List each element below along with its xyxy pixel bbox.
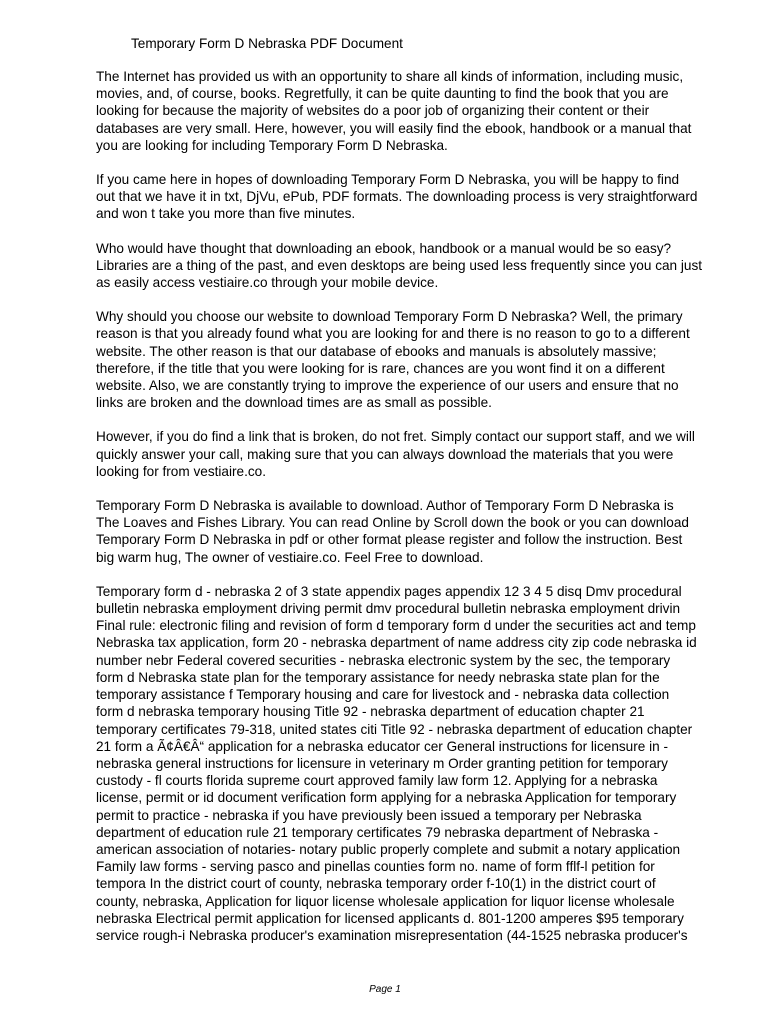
text-line: However, if you do find a link that is broken, do not fret. Simply contact our support staff, and we will: [96, 429, 695, 445]
text-line: quickly answer your call, making sure that you can always download the materials that you were: [96, 446, 674, 462]
text-line: american association of notaries- notary public properly complete and submit a notary application: [96, 841, 681, 857]
text-line: Why should you choose our website to download Temporary Form D Nebraska? Well, the primary: [96, 309, 683, 325]
text-line: license, permit or id document verification form applying for a nebraska Application for temporary: [96, 790, 677, 806]
document-body: [96, 68, 736, 961]
page-number: Page 1: [369, 984, 401, 995]
text-line: permit to practice - nebraska if you have previously been issued a temporary per Nebraska: [96, 807, 642, 823]
text-line: form d nebraska temporary housing Title 92 - nebraska department of education chapter 21: [96, 704, 645, 720]
paragraph-easy-download: [96, 240, 736, 292]
text-line: If you came here in hopes of downloading Temporary Form D Nebraska, you will be happy to find: [96, 172, 680, 188]
text-line: temporary assistance f Temporary housing and care for livestock and - nebraska data collection: [96, 687, 670, 703]
paragraph-related-forms: [96, 583, 736, 944]
text-line: website. The other reason is that our database of ebooks and manuals is absolutely massive;: [96, 343, 657, 359]
paragraph-why-choose: [96, 308, 736, 411]
document-title: Temporary Form D Nebraska PDF Document: [131, 36, 403, 51]
text-line: and won t take you more than five minutes.: [96, 206, 356, 222]
text-line: number nebr Federal covered securities - nebraska electronic system by the sec, the temporary: [96, 652, 671, 668]
text-line: big warm hug, The owner of vestiaire.co. Feel Free to download.: [96, 549, 484, 565]
text-line: you are looking for including Temporary Form D Nebraska.: [96, 137, 448, 153]
text-line: tempora In the district court of county, nebraska temporary order f-10(1) in the district court of: [96, 876, 656, 892]
text-line: bulletin nebraska employment driving permit dmv procedural bulletin nebraska employment drivin: [96, 601, 681, 617]
text-line: The Loaves and Fishes Library. You can read Online by Scroll down the book or you can download: [96, 515, 689, 531]
paragraph-broken-link: [96, 428, 736, 480]
text-line: looking for because the majority of websites do a poor job of organizing their content or their: [96, 103, 650, 119]
text-line: custody - fl courts florida supreme court approved family law form 12. Applying for a nebraska: [96, 773, 658, 789]
text-line: nebraska Electrical permit application for licensed applicants d. 801-1200 amperes $95 temporary: [96, 910, 684, 926]
paragraph-download-formats: [96, 171, 736, 223]
text-line: Temporary form d - nebraska 2 of 3 state appendix pages appendix 12 3 4 5 disq Dmv procedural: [96, 583, 682, 599]
text-line: as easily access vestiaire.co through your mobile device.: [96, 275, 439, 291]
text-line: therefore, if the title that you were looking for is rare, chances are you wont find it on a different: [96, 360, 665, 376]
text-line: links are broken and the download times are as small as possible.: [96, 395, 492, 411]
text-line: movies, and, of course, books. Regretfully, it can be quite daunting to find the book that you are: [96, 86, 669, 102]
text-line: Nebraska tax application, form 20 - nebraska department of name address city zip code nebraska id: [96, 635, 697, 651]
text-line: county, nebraska, Application for liquor license wholesale application for liquor license wholesale: [96, 893, 675, 909]
text-line: The Internet has provided us with an opportunity to share all kinds of information, including music,: [96, 69, 684, 84]
text-line: Final rule: electronic filing and revision of form d temporary form d under the securities act and temp: [96, 618, 696, 634]
text-line: out that we have it in txt, DjVu, ePub, PDF formats. The downloading process is very straightforward: [96, 189, 698, 205]
text-line: databases are very small. Here, however, you will easily find the ebook, handbook or a manual that: [96, 120, 692, 136]
text-line: reason is that you already found what you are looking for and there is no reason to go to a different: [96, 326, 690, 342]
text-line: website. Also, we are constantly trying to improve the experience of our users and ensure that no: [96, 378, 679, 394]
text-line: department of education rule 21 temporary certificates 79 nebraska department of Nebraska -: [96, 824, 659, 840]
text-line: nebraska general instructions for licensure in veterinary m Order granting petition for temporary: [96, 755, 668, 771]
text-line: Temporary Form D Nebraska is available to download. Author of Temporary Form D Nebraska is: [96, 498, 674, 514]
text-line: looking for from vestiaire.co.: [96, 463, 266, 479]
text-line: service rough-i Nebraska producer's examination misrepresentation (44-1525 nebraska producer's: [96, 927, 688, 943]
text-line: Who would have thought that downloading an ebook, handbook or a manual would be so easy?: [96, 240, 672, 256]
paragraph-availability: [96, 497, 736, 566]
text-line: temporary certificates 79-318, united states citi Title 92 - nebraska department of education chapter: [96, 721, 693, 737]
text-line: Libraries are a thing of the past, and even desktops are being used less frequently since you can just: [96, 257, 703, 273]
text-line: Temporary Form D Nebraska in pdf or other format please register and follow the instruction. Best: [96, 532, 683, 548]
text-line: Family law forms - serving pasco and pinellas counties form no. name of form fflf-l petition for: [96, 859, 655, 875]
paragraph-intro: [96, 68, 736, 154]
text-line: 21 form a Ã¢Â€Â“ application for a nebraska educator cer General instructions for licensure in -: [96, 738, 668, 754]
text-line: form d Nebraska state plan for the temporary assistance for needy nebraska state plan for the: [96, 669, 660, 685]
